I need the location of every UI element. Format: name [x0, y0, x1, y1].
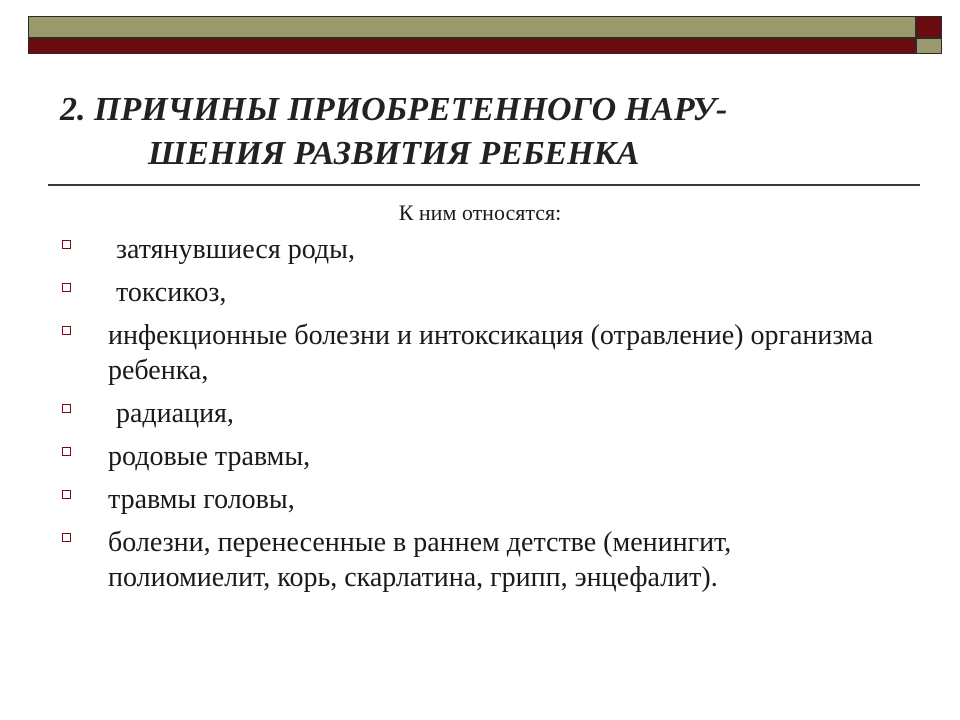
hollow-square-icon [62, 326, 71, 335]
title-line-2: ШЕНИЯ РАЗВИТИЯ РЕБЕНКА [148, 135, 640, 172]
slide-title [60, 88, 920, 176]
list-item-text: затянувшиеся роды, [116, 234, 355, 265]
list-item-text: радиация, [116, 398, 234, 429]
subtitle: К ним относятся: [398, 200, 562, 225]
list-item [58, 525, 898, 595]
header-square-olive [916, 38, 942, 54]
list-item [58, 396, 898, 431]
hollow-square-icon [62, 404, 71, 413]
hollow-square-icon [62, 283, 71, 292]
causes-list [58, 232, 898, 603]
list-item-text: родовые травмы, [108, 441, 311, 472]
hollow-square-icon [62, 240, 71, 249]
list-item [58, 439, 898, 474]
list-item-text: токсикоз, [116, 277, 227, 308]
header-bar-olive [28, 16, 916, 38]
list-item [58, 482, 898, 517]
hollow-square-icon [62, 490, 71, 499]
list-item [58, 318, 898, 388]
hollow-square-icon [62, 447, 71, 456]
list-item-text: травмы головы, [108, 484, 295, 515]
header-bar-maroon [28, 38, 916, 54]
list-item [58, 275, 898, 310]
list-item [58, 232, 898, 267]
header-square-maroon [916, 16, 942, 38]
list-item-text: болезни, перенесенные в раннем детстве (менингит, полиомиелит, корь, скарлатина, грипп, энцефалит). [108, 527, 732, 593]
list-item-text: инфекционные болезни и интоксикация (отравление) организма ребенка, [108, 320, 873, 386]
title-divider [48, 184, 920, 186]
title-line-1: 2. ПРИЧИНЫ ПРИОБРЕТЕННОГО НАРУ- [60, 91, 728, 128]
hollow-square-icon [62, 533, 71, 542]
